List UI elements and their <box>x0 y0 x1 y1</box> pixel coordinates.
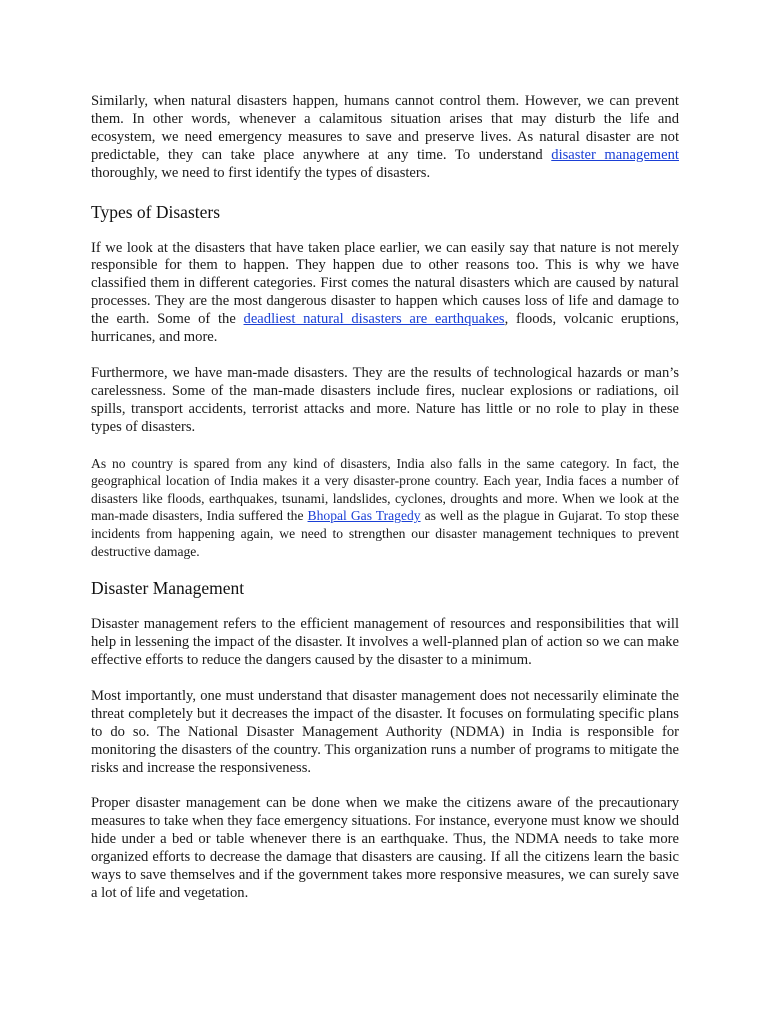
awareness-paragraph: Proper disaster management can be done when we make the citizens aware of the precautionary measures to take when they face emergency situations. For instance, everyone must know we should hide under a bed or table whenever there is an earthquake. Thus, the NDMA needs to take more organized efforts to decrease the damage that disasters are causing. If all the citizens learn the basic ways to save themselves and if the government takes more responsive measures, we can surely save a lot of life and vegetation. <box>91 795 679 901</box>
intro-paragraph <box>91 93 679 183</box>
india-disasters-paragraph <box>91 455 679 561</box>
intro-text-start: Similarly, when natural disasters happen, humans cannot control them. However, we can prevent them. In other words, whenever a calamitous situation arises that may disturb the life and ecosystem, we need emergency measures to save and preserve lives. As natural disaster are not predictable, they can take place anywhere at any time. To understand <box>91 93 679 163</box>
intro-text-end: thoroughly, we need to first identify the types of disasters. <box>91 164 431 181</box>
india-text-start: As no country is spared from any kind of disasters, India also falls in the same category. In fact, the geographical location of India makes it a very disaster-prone country. Each year, India faces a number of disasters like floods, earthquakes, tsunami, landslides, cyclones, droughts and more. When we look at the man-made disasters, India suffered the <box>91 455 679 524</box>
document-page <box>91 93 679 921</box>
india-text-end: as well as the plague in Gujarat. To stop these incidents from happening again, we need to strengthen our disaster management techniques to prevent destructive damage. <box>91 508 679 559</box>
natural-text-end: , floods, volcanic eruptions, hurricanes, and more. <box>91 311 679 346</box>
natural-disasters-paragraph <box>91 240 679 347</box>
definition-paragraph: Disaster management refers to the efficient management of resources and responsibilities that will help in lessening the impact of the disaster. It involves a well-planned plan of action so we can make effective efforts to reduce the dangers caused by the disaster to a minimum. <box>91 616 679 668</box>
bhopal-gas-tragedy-link[interactable]: Bhopal Gas Tragedy <box>307 508 421 524</box>
ndma-paragraph: Most importantly, one must understand that disaster management does not necessarily eliminate the threat completely but it decreases the impact of the disaster. It focuses on formulating specific plans to do so. The National Disaster Management Authority (NDMA) in India is responsible for monitoring the disasters of the country. This organization runs a number of programs to mitigate the risks and increase the responsiveness. <box>91 687 679 776</box>
deadliest-disasters-link[interactable]: deadliest natural disasters are earthquakes <box>243 311 505 328</box>
man-made-disasters-paragraph: Furthermore, we have man-made disasters. They are the results of technological hazards or man’s carelessness. Some of the man-made disasters include fires, nuclear explosions or radiations, oil spills, transport accidents, terrorist attacks and more. Nature has little or no role to play in these types of disasters. <box>91 364 679 435</box>
disaster-management-link[interactable]: disaster management <box>551 146 679 163</box>
natural-text-start: If we look at the disasters that have taken place earlier, we can easily say that nature is not merely responsible for them to happen. They happen due to other reasons too. This is why we have classified them in different categories. First comes the natural disasters which are caused by natural processes. They are the most dangerous disaster to happen which causes loss of life and damage to the earth. Some of the <box>91 239 679 328</box>
types-of-disasters-heading: Types of Disasters <box>91 201 221 222</box>
disaster-management-heading: Disaster Management <box>91 578 245 599</box>
